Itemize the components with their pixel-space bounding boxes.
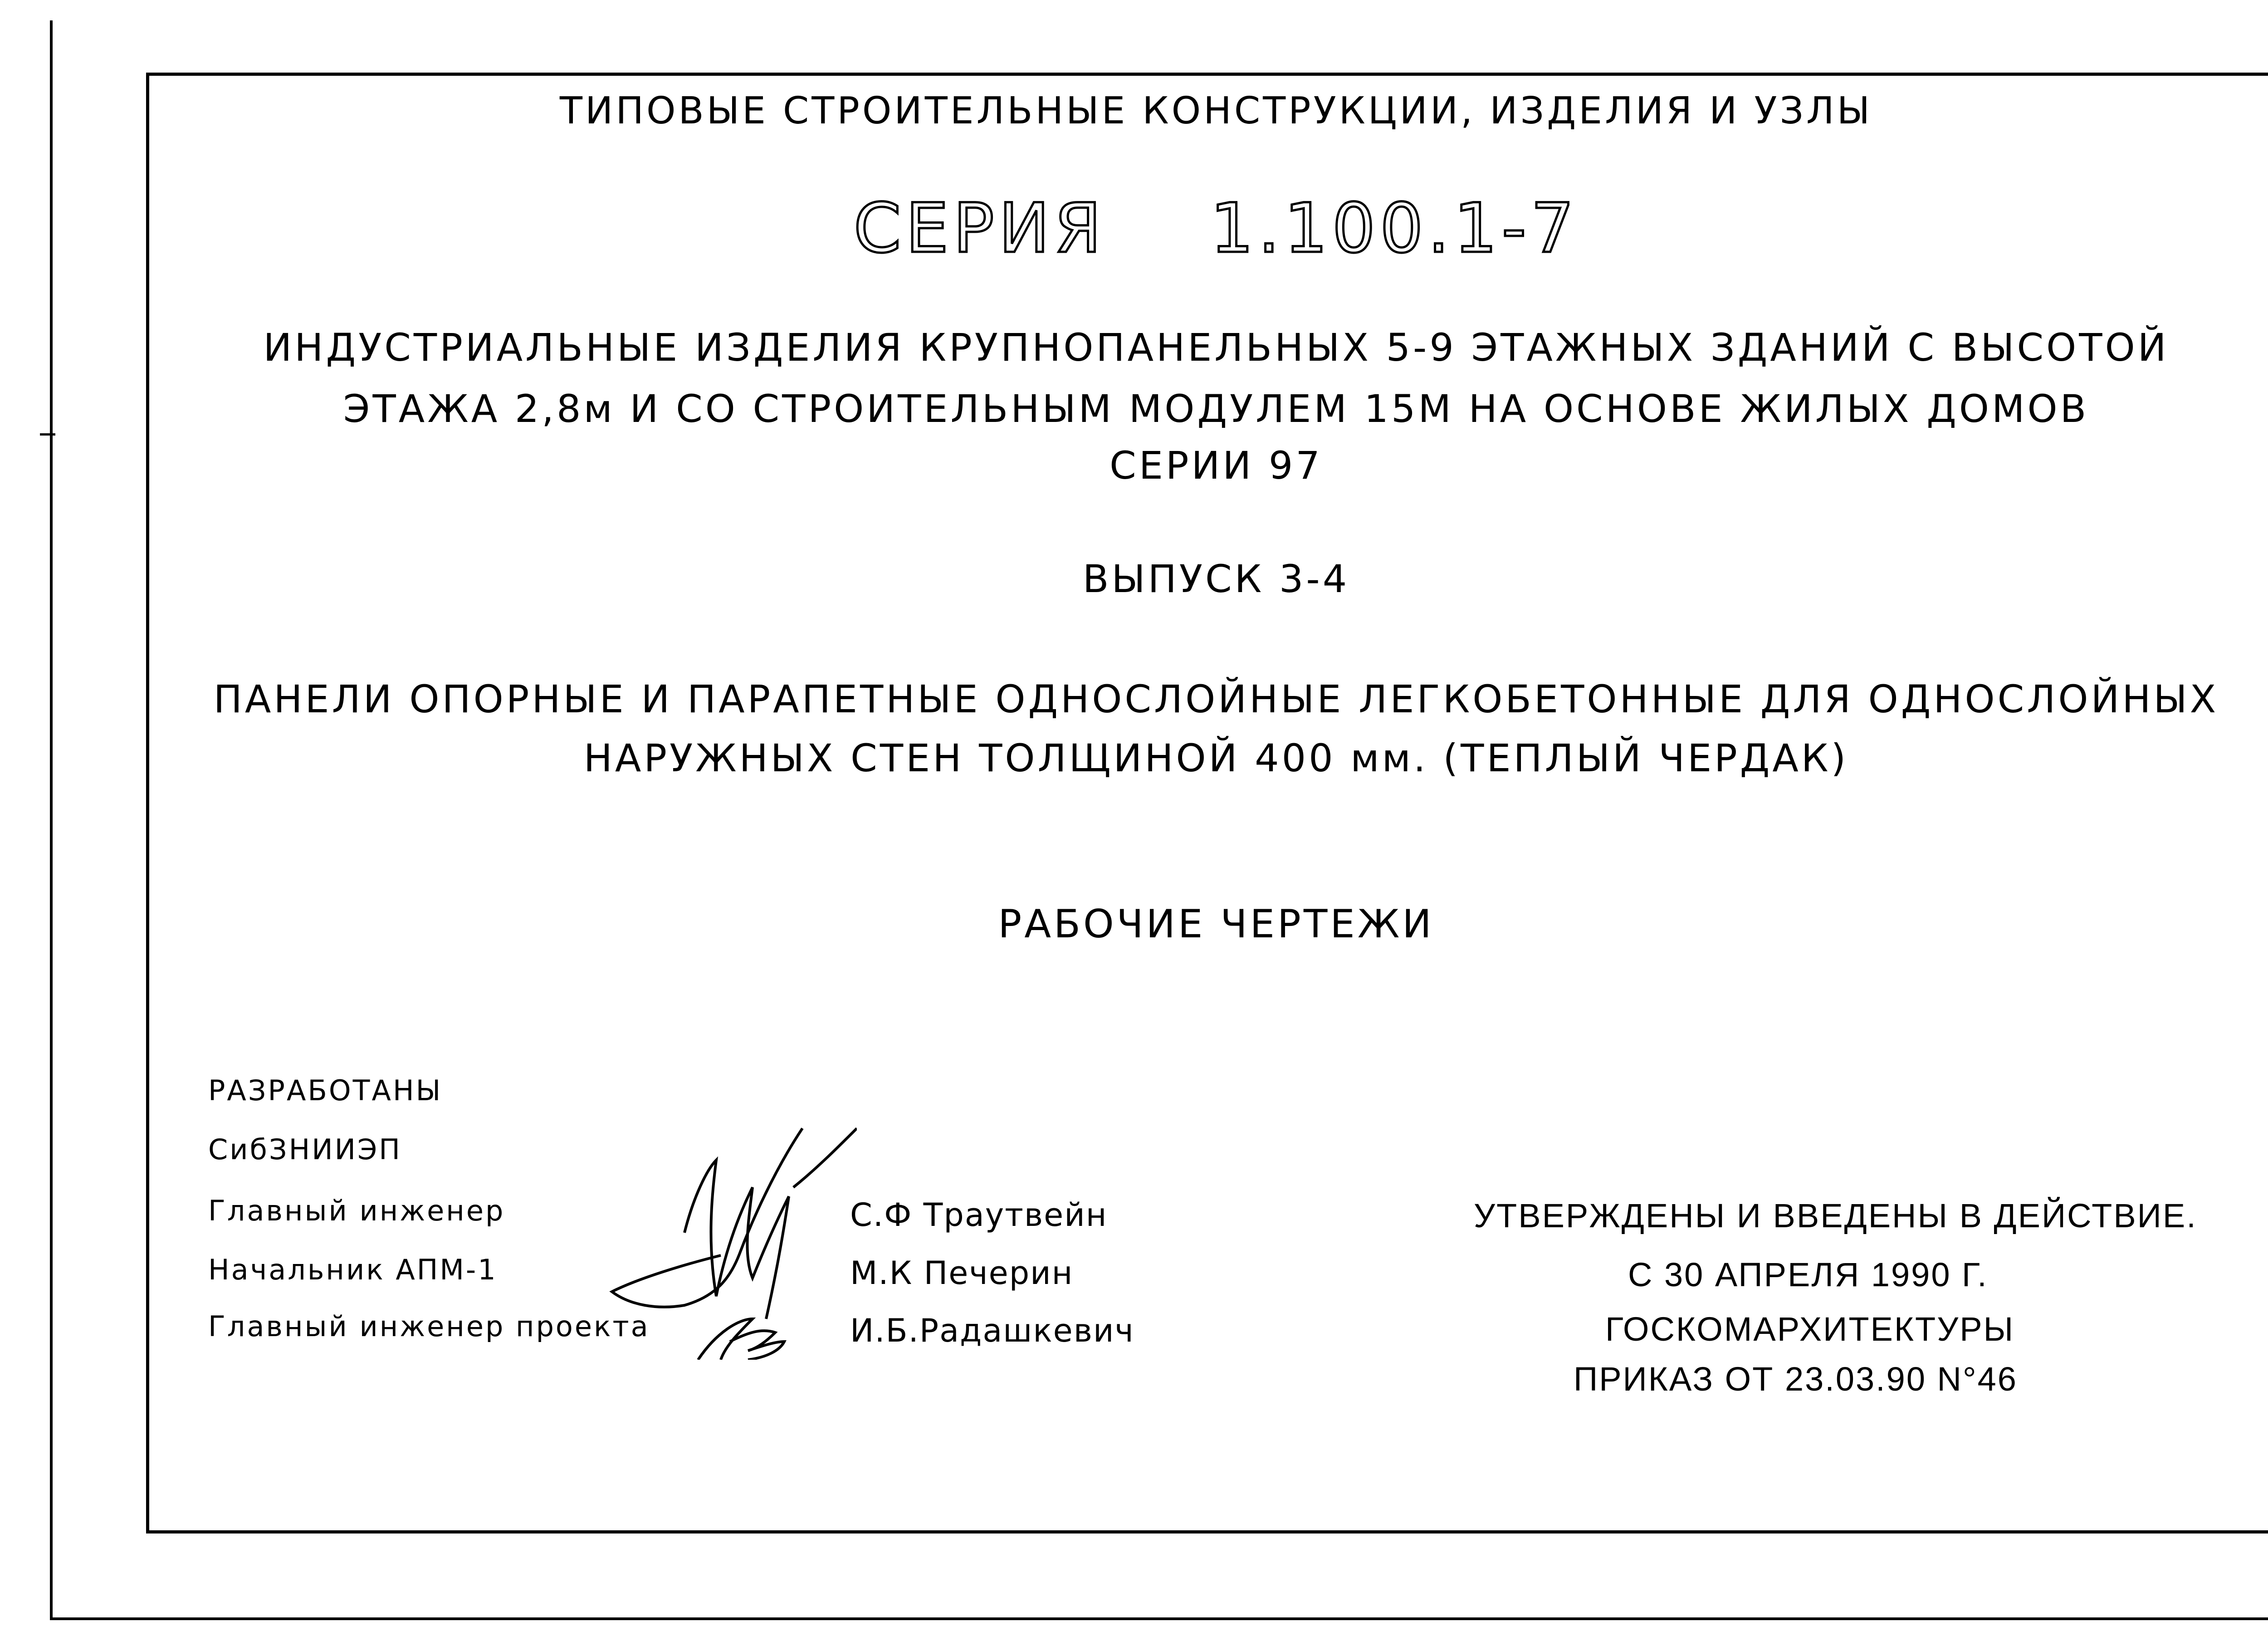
series-label: СЕРИЯ [853,189,1106,268]
subject-line-2: НАРУЖНЫХ СТЕН ТОЛЩИНОЙ 400 мм. (ТЕПЛЫЙ ЧЕРДАК) [583,736,1849,780]
name-radashkevich: И.Б.Радашкевич [850,1312,1134,1349]
approval-order: ПРИКАЗ ОТ 23.03.90 N°46 [1574,1360,2018,1398]
signature-project-engineer [698,1319,784,1360]
developer-org: СибЗНИИЭП [208,1133,402,1166]
series-heading [149,189,2268,268]
description-line-3: СЕРИИ 97 [1110,443,1323,488]
issue-number: ВЫПУСК 3-4 [1082,557,1350,601]
approval-authority: ГОСКОМАРХИТЕКТУРЫ [1605,1310,2015,1348]
description-line-2: ЭТАЖА 2,8м И СО СТРОИТЕЛЬНЫМ МОДУЛЕМ 15М НА ОСНОВЕ ЖИЛЫХ ДОМОВ [343,387,2089,431]
header-title: ТИПОВЫЕ СТРОИТЕЛЬНЫЕ КОНСТРУКЦИИ, ИЗДЕЛИЯ И УЗЛЫ [559,89,1873,132]
developed-label: РАЗРАБОТАНЫ [208,1074,443,1107]
approval-date: С 30 АПРЕЛЯ 1990 Г. [1628,1256,1988,1293]
role-chief-engineer: Главный инженер [208,1194,505,1227]
subject-line-1: ПАНЕЛИ ОПОРНЫЕ И ПАРАПЕТНЫЕ ОДНОСЛОЙНЫЕ ЛЕГКОБЕТОННЫЕ ДЛЯ ОДНОСЛОЙНЫХ [213,677,2219,721]
title-sheet-frame [146,73,2268,1533]
binding-mark [40,433,55,436]
signature-chief-engineer [612,1128,857,1319]
role-chief-project-engineer: Главный инженер проекта [208,1310,650,1343]
document-type: РАБОЧИЕ ЧЕРТЕЖИ [998,901,1434,947]
series-number: 1.100.1-7 [1210,189,1579,268]
name-pecherin: М.К Печерин [850,1254,1074,1292]
signatures [603,1106,857,1360]
description-line-1: ИНДУСТРИАЛЬНЫЕ ИЗДЕЛИЯ КРУПНОПАНЕЛЬНЫХ 5-9 ЭТАЖНЫХ ЗДАНИЙ С ВЫСОТОЙ [263,325,2169,370]
approval-line-1: УТВЕРЖДЕНЫ И ВВЕДЕНЫ В ДЕЙСТВИЕ. [1474,1197,2197,1235]
role-head-apm: Начальник АПМ-1 [208,1253,498,1286]
name-trautvein: С.Ф Траутвейн [850,1196,1108,1234]
